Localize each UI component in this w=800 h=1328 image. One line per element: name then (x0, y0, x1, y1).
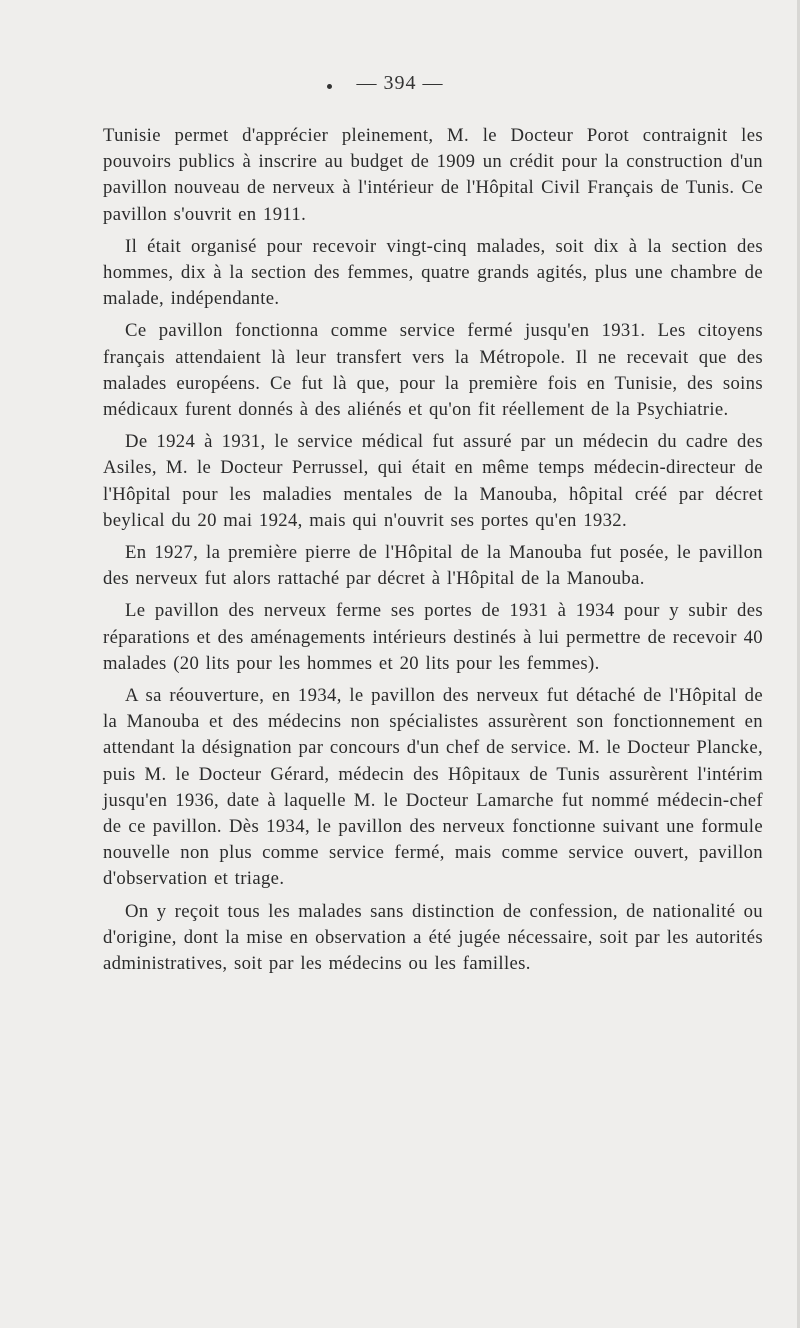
paragraph-2: Il était organisé pour recevoir vingt-cinq malades, soit dix à la section des hommes, dix à la section des femmes, quatre grands agités, plus une chambre de malade, indépendante. (103, 235, 763, 310)
paragraph-3: Ce pavillon fonctionna comme service fermé jusqu'en 1931. Les citoyens français attendaient là leur transfert vers la Métropole. Il ne recevait que des malades européens. Ce fut là que, pour la première fois en Tunisie, des soins médicaux furent donnés à des aliénés et qu'on fit réellement de la Psychiatrie. (103, 320, 763, 421)
paragraph-6: Le pavillon des nerveux ferme ses portes de 1931 à 1934 pour y subir des réparations et des aménagements intérieurs destinés à lui permettre de recevoir 40 malades (20 lits pour les hommes et 20 lits pour les femmes). (103, 600, 763, 674)
paragraph-5: En 1927, la première pierre de l'Hôpital de la Manouba fut posée, le pavillon des nerveux fut alors rattaché par décret à l'Hôpital de la Manouba. (103, 542, 763, 590)
paragraph-7: A sa réouverture, en 1934, le pavillon des nerveux fut détaché de l'Hôpital de la Manouba et des médecins non spécialistes assurèrent son fonctionnement en attendant la désignation par concours d'un chef de service. M. le Docteur Plancke, puis M. le Docteur Gérard, médecin des Hôpitaux de Tunis assurèrent l'intérim jusqu'en 1936, date à laquelle M. le Docteur Lamarche fut nommé médecin-chef de ce pavillon. Dès 1934, le pavillon des nerveux fonctionne suivant une formule nouvelle non plus comme service fermé, mais comme service ouvert, pavillon d'observation et triage. (103, 685, 763, 890)
paragraph-4: De 1924 à 1931, le service médical fut assuré par un médecin du cadre des Asiles, M. le Docteur Perrussel, qui était en même temps médecin-directeur de l'Hôpital pour les maladies mentales de la Manouba, hôpital créé par décret beylical du 20 mai 1924, mais qui n'ouvrit ses portes qu'en 1932. (103, 431, 763, 531)
paragraph-1: Tunisie permet d'apprécier pleinement, M. le Docteur Porot contraignit les pouvoirs publics à inscrire au budget de 1909 un crédit pour la construction d'un pavillon nouveau de nerveux à l'intérieur de l'Hôpital Civil Français de Tunis. Ce pavillon s'ouvrit en 1911. (103, 125, 763, 225)
body-text (103, 123, 763, 983)
paragraph-8: On y reçoit tous les malades sans distinction de confession, de nationalité ou d'origine, dont la mise en observation a été jugée nécessaire, soit par les autorités administratives, soit par les médecins ou les familles. (103, 900, 763, 975)
page-number: — 394 — (356, 72, 444, 94)
